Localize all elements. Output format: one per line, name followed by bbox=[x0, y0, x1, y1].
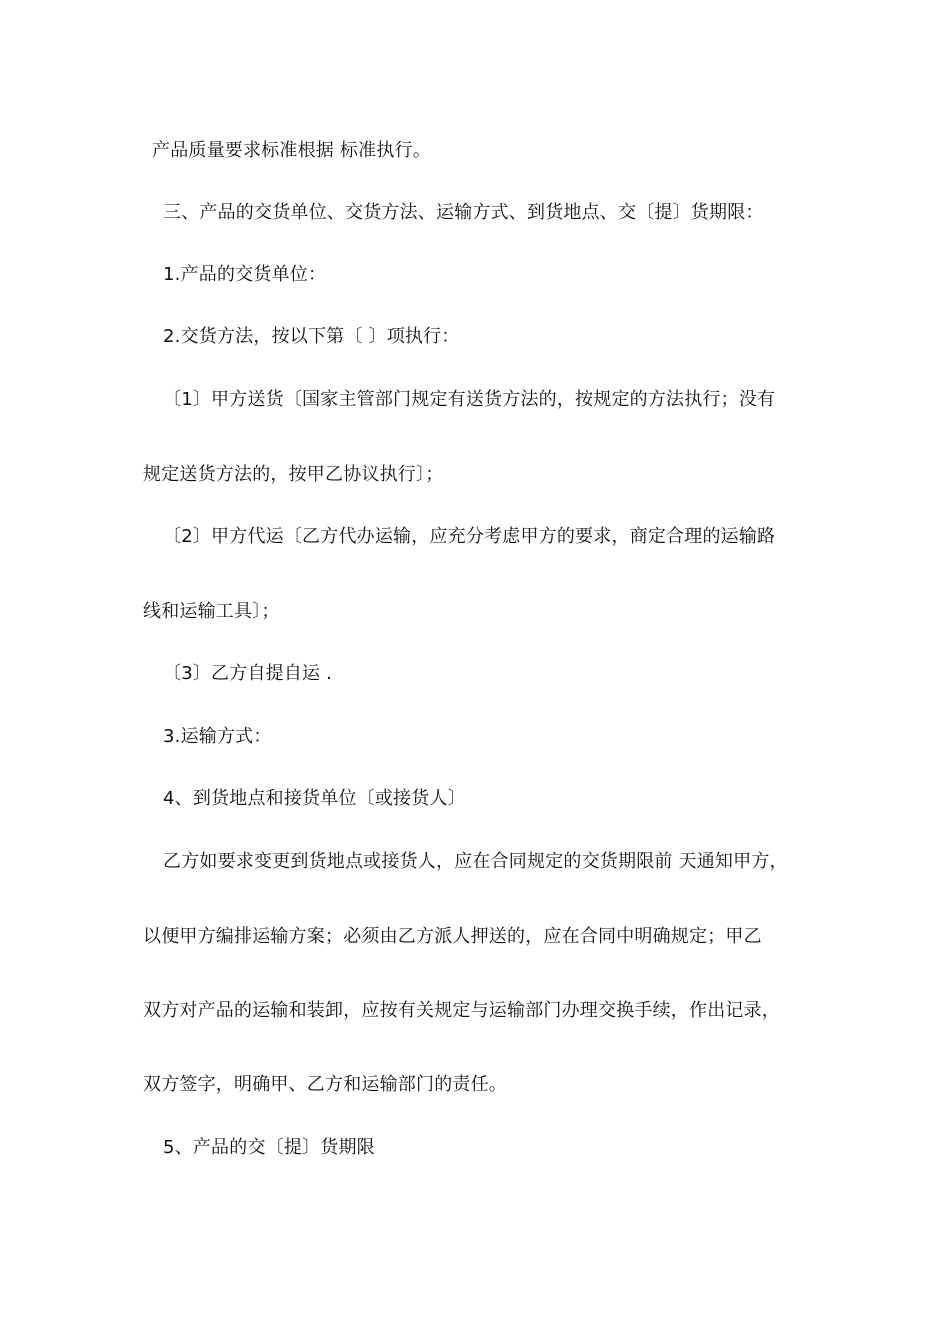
option-buyer-picks-up: 〔3〕乙方自提自运 . bbox=[163, 663, 333, 684]
text-line-quality-standard: 产品质量要求标准根据 标准执行。 bbox=[152, 140, 431, 161]
item-delivery-method: 2.交货方法，按以下第〔 〕项执行： bbox=[163, 326, 460, 347]
item-delivery-deadline: 5、产品的交〔提〕货期限 bbox=[163, 1137, 375, 1158]
option-seller-delivers: 〔1〕甲方送货〔国家主管部门规定有送货方法的，按规定的方法执行；没有 bbox=[163, 389, 776, 410]
item-delivery-unit: 1.产品的交货单位： bbox=[163, 264, 327, 285]
option-seller-delivers-cont: 规定送货方法的，按甲乙协议执行〕； bbox=[143, 464, 444, 485]
item-arrival-place: 4、到货地点和接货单位〔或接货人〕 bbox=[163, 788, 466, 809]
section-heading-delivery: 三、产品的交货单位、交货方法、运输方式、到货地点、交〔提〕货期限： bbox=[163, 202, 764, 223]
paragraph-change-notice: 乙方如要求变更到货地点或接货人，应在合同规定的交货期限前 天通知甲方， bbox=[163, 851, 788, 872]
paragraph-change-notice-cont1: 以便甲方编排运输方案；必须由乙方派人押送的，应在合同中明确规定；甲乙 bbox=[143, 926, 762, 947]
item-transport-mode: 3.运输方式： bbox=[163, 726, 272, 747]
option-seller-ships: 〔2〕甲方代运〔乙方代办运输，应充分考虑甲方的要求，商定合理的运输路 bbox=[163, 526, 776, 547]
paragraph-change-notice-cont3: 双方签字，明确甲、乙方和运输部门的责任。 bbox=[143, 1074, 507, 1095]
paragraph-change-notice-cont2: 双方对产品的运输和装卸，应按有关规定与运输部门办理交换手续，作出记录， bbox=[143, 1000, 780, 1021]
option-seller-ships-cont: 线和运输工具〕； bbox=[143, 601, 280, 622]
